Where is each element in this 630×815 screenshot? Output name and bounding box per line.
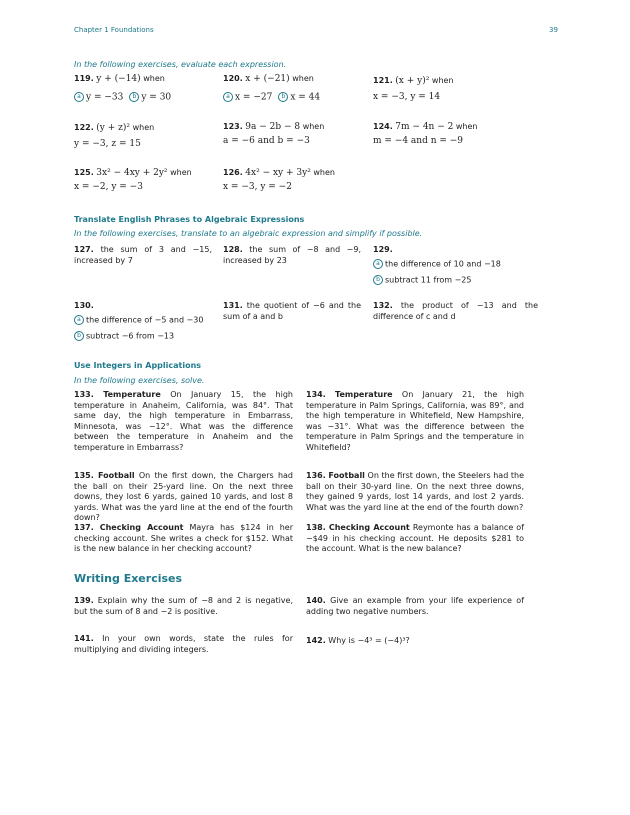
exercise-122: 122. (y + z)² when y = −3, z = 15 bbox=[74, 123, 155, 149]
exercise-120: 120. x + (−21) when a x = −27 b x = 44 bbox=[223, 74, 321, 102]
page-number: 39 bbox=[549, 26, 558, 34]
exercise-128: 128. the sum of −8 and −9, increased by 23 bbox=[223, 245, 362, 265]
exercise-141: 141. In your own words, state the rules for multiplying and dividing integers. bbox=[74, 634, 293, 654]
exercise-137: 137. Checking Account Mayra has $124 in her checking account. She writes a check for $152. What is the new balance in her checking account? bbox=[74, 523, 294, 553]
exercise-139: 139. Explain why the sum of −8 and 2 is negative, but the sum of 8 and −2 is positive. bbox=[74, 596, 294, 616]
exercise-133: 133. Temperature On January 15, the high temperature in Anaheim, California, was 84°. That same day, the high temperature in Embarrass, Minnesota, was −12°. What was the difference between the temperature in Anaheim and the temperature in Embarrass? bbox=[74, 390, 293, 452]
option-a-icon: a bbox=[373, 259, 383, 269]
option-b-icon: b bbox=[74, 331, 84, 341]
apps-heading: Use Integers in Applications bbox=[74, 361, 202, 370]
eval-instruction: In the following exercises, evaluate each expression. bbox=[74, 60, 287, 69]
exercise-124: 124. 7m − 4n − 2 when m = −4 and n = −9 bbox=[373, 122, 478, 146]
exercise-125: 125. 3x² − 4xy + 2y² when x = −2, y = −3 bbox=[74, 168, 192, 192]
exercise-119: 119. y + (−14) when a y = −33 b y = 30 bbox=[74, 74, 172, 102]
translate-heading: Translate English Phrases to Algebraic Expressions bbox=[74, 215, 305, 224]
exercise-134: 134. Temperature On January 21, the high temperature in Palm Springs, California, was 89°, and the high temperature in Whitefield, New Hampshire, was −31°. What was the difference between the temperature in Palm Springs and the temperature in Whitefield? bbox=[306, 390, 525, 452]
option-b-icon: b bbox=[373, 275, 383, 285]
exercise-135: 135. Football On the first down, the Chargers had the ball on their 25-yard line. On the next three downs, they lost 6 yards, gained 10 yards, and lost 8 yards. What was the yard line at the end of the fourth down? bbox=[74, 471, 294, 522]
option-a-icon: a bbox=[223, 92, 233, 102]
option-a-icon: a bbox=[74, 92, 84, 102]
exercise-127: 127. the sum of 3 and −15, increased by 7 bbox=[74, 245, 213, 265]
exercise-132: 132. the product of −13 and the difference of c and d bbox=[373, 301, 539, 321]
exercise-121: 121. (x + y)² when x = −3, y = 14 bbox=[373, 76, 454, 102]
exercise-142: 142. Why is −4³ = (−4)³? bbox=[306, 636, 410, 645]
writing-heading: Writing Exercises bbox=[74, 572, 183, 585]
exercise-138: 138. Checking Account Reymonte has a balance of −$49 in his checking account. He deposits $281 to the account. What is the new balance? bbox=[306, 523, 525, 553]
translate-instruction: In the following exercises, translate to an algebraic expression and simplify if possible. bbox=[74, 229, 423, 238]
exercise-131: 131. the quotient of −6 and the sum of a and b bbox=[223, 301, 361, 321]
apps-instruction: In the following exercises, solve. bbox=[74, 376, 205, 385]
exercise-130: 130. a the difference of −5 and −30 b subtract −6 from −13 bbox=[74, 301, 204, 340]
exercise-126: 126. 4x² − xy + 3y² when x = −3, y = −2 bbox=[223, 168, 335, 192]
exercise-129: 129. a the difference of 10 and −18 b subtract 11 from −25 bbox=[373, 245, 501, 284]
exercise-136: 136. Football On the first down, the Steelers had the ball on their 30-yard line. On the next three downs, they gained 9 yards, lost 14 yards, and lost 2 yards. What was the yard line at the end of the fourth down? bbox=[306, 471, 524, 512]
option-b-icon: b bbox=[129, 92, 139, 102]
exercise-140: 140. Give an example from your life experience of adding two negative numbers. bbox=[306, 596, 525, 616]
exercise-123: 123. 9a − 2b − 8 when a = −6 and b = −3 bbox=[223, 122, 325, 146]
option-b-icon: b bbox=[278, 92, 288, 102]
option-a-icon: a bbox=[74, 315, 84, 325]
chapter-title: Chapter 1 Foundations bbox=[74, 26, 154, 34]
